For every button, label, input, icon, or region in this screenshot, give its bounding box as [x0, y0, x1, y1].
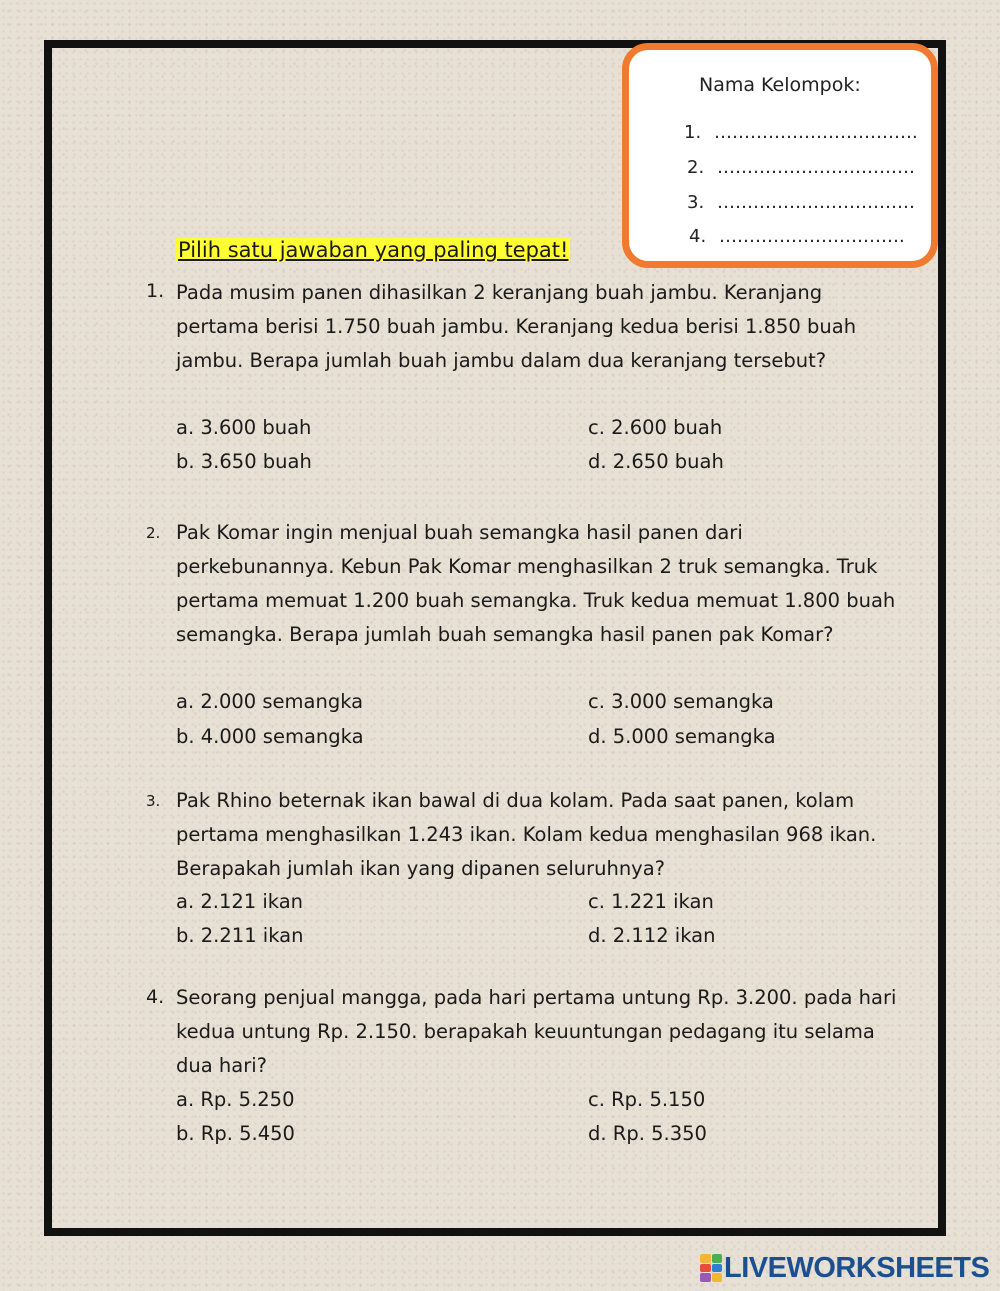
question-1-text: Pada musim panen dihasilkan 2 keranjang buah jambu. Keranjang pertama berisi 1.750 buah jambu. Keranjang kedua berisi 1.850 buah jambu. Berapa jumlah buah jambu dalam dua keranjang tersebut? — [176, 281, 857, 372]
group-title: Nama Kelompok: — [699, 74, 861, 96]
question-4-option-a[interactable]: a. Rp. 5.250 — [176, 1088, 295, 1111]
question-1-option-b[interactable]: b. 3.650 buah — [176, 450, 312, 473]
question-1-option-d[interactable]: d. 2.650 buah — [588, 450, 724, 473]
question-2-text: Pak Komar ingin menjual buah semangka hasil panen dari perkebunannya. Kebun Pak Komar menghasilkan 2 truk semangka. Truk pertama memuat 1.200 buah semangka. Truk kedua memuat 1.800 buah semangka. Berapa jumlah buah semangka hasil panen pak Komar? — [176, 521, 896, 646]
question-4-number: 4. — [146, 986, 165, 1008]
question-2-option-c[interactable]: c. 3.000 semangka — [588, 690, 774, 713]
question-2-number: 2. — [146, 524, 161, 542]
group-member-line-3[interactable]: 3. …………………………… — [687, 192, 915, 213]
question-2-option-a[interactable]: a. 2.000 semangka — [176, 690, 364, 713]
liveworksheets-logo[interactable] — [700, 1252, 989, 1284]
question-3-option-a[interactable]: a. 2.121 ikan — [176, 890, 304, 913]
question-4-text: Seorang penjual mangga, pada hari pertama untung Rp. 3.200. pada hari kedua untung Rp. 2.150. berapakah keuuntungan pedagang itu selama dua hari? — [176, 986, 897, 1077]
group-member-line-2[interactable]: 2. …………………………… — [687, 157, 915, 178]
question-4-option-c[interactable]: c. Rp. 5.150 — [588, 1088, 706, 1111]
question-3-option-b[interactable]: b. 2.211 ikan — [176, 924, 304, 947]
group-member-line-1[interactable]: 1. ……………………………. — [684, 122, 918, 143]
question-2-option-b[interactable]: b. 4.000 semangka — [176, 725, 364, 748]
liveworksheets-logo-icon — [700, 1254, 722, 1282]
question-3-text: Pak Rhino beternak ikan bawal di dua kolam. Pada saat panen, kolam pertama menghasilkan 1.243 ikan. Kolam kedua menghasilan 968 ikan. Berapakah jumlah ikan yang dipanen seluruhnya? — [176, 789, 877, 880]
question-3-option-c[interactable]: c. 1.221 ikan — [588, 890, 714, 913]
question-2-option-d[interactable]: d. 5.000 semangka — [588, 725, 776, 748]
group-names-box — [622, 43, 938, 268]
question-1-option-c[interactable]: c. 2.600 buah — [588, 416, 723, 439]
question-4-option-b[interactable]: b. Rp. 5.450 — [176, 1122, 295, 1145]
question-3-number: 3. — [146, 792, 161, 810]
instruction-heading: Pilih satu jawaban yang paling tepat! — [178, 238, 569, 262]
group-member-line-4[interactable]: 4. …………………………. — [689, 226, 905, 247]
question-4-option-d[interactable]: d. Rp. 5.350 — [588, 1122, 707, 1145]
question-1-number: 1. — [146, 280, 165, 302]
question-3-option-d[interactable]: d. 2.112 ikan — [588, 924, 716, 947]
question-1-option-a[interactable]: a. 3.600 buah — [176, 416, 312, 439]
liveworksheets-logo-text: LIVEWORKSHEETS — [724, 1251, 990, 1284]
